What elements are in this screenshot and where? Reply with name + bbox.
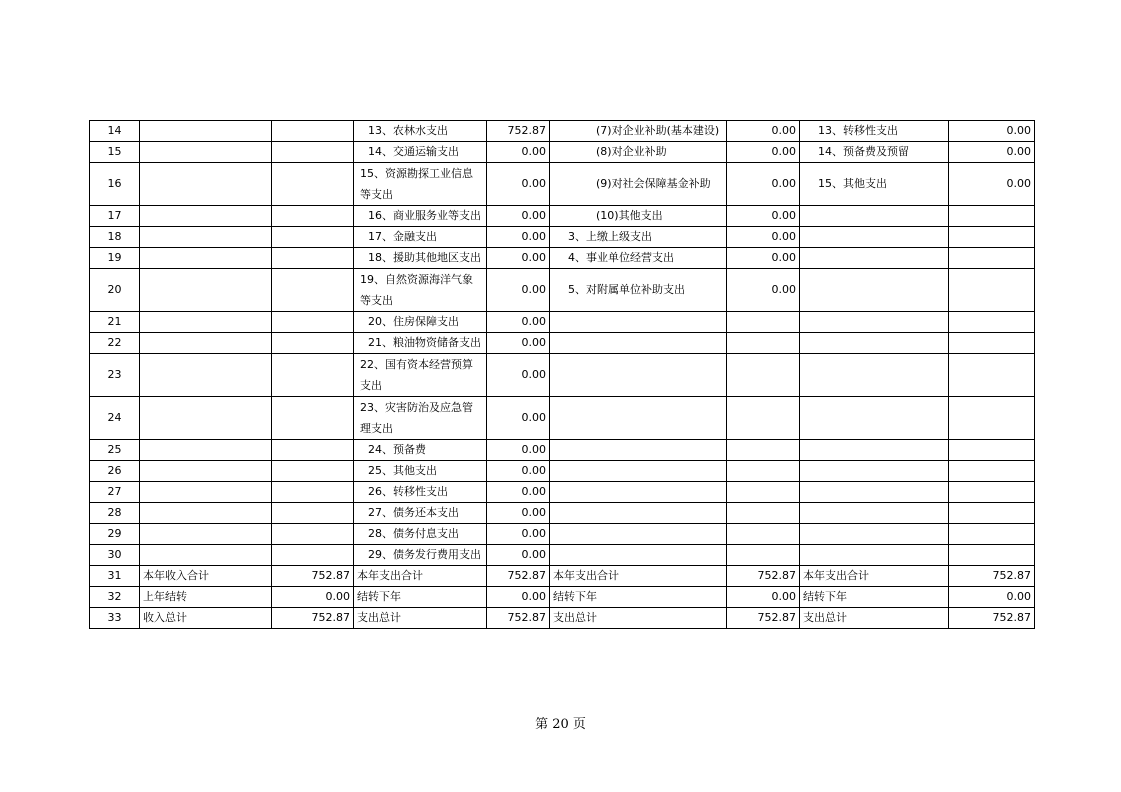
row-number: 31 — [90, 566, 140, 587]
economic-expense-item — [550, 503, 727, 524]
income-amount — [272, 503, 354, 524]
income-amount — [272, 524, 354, 545]
function-expense-item: 18、援助其他地区支出 — [354, 248, 487, 269]
table-row — [90, 503, 1035, 524]
function-expense-amount: 0.00 — [487, 333, 550, 354]
income-amount — [272, 354, 354, 397]
function-expense-item: 25、其他支出 — [354, 461, 487, 482]
function-expense-amount: 0.00 — [487, 142, 550, 163]
table-row — [90, 482, 1035, 503]
function-expense-item: 13、农林水支出 — [354, 121, 487, 142]
economic-expense-amount — [727, 312, 800, 333]
row-number: 15 — [90, 142, 140, 163]
function-expense-amount: 0.00 — [487, 312, 550, 333]
other-expense-amount — [949, 461, 1035, 482]
other-expense-item — [800, 397, 949, 440]
other-expense-item — [800, 248, 949, 269]
function-expense-item: 21、粮油物资储备支出 — [354, 333, 487, 354]
income-amount — [272, 461, 354, 482]
other-expense-amount — [949, 312, 1035, 333]
other-expense-amount — [949, 503, 1035, 524]
table-row-grand-total — [90, 608, 1035, 629]
other-expense-amount — [949, 206, 1035, 227]
income-item — [140, 503, 272, 524]
function-expense-item: 29、债务发行费用支出 — [354, 545, 487, 566]
function-expense-amount: 0.00 — [487, 227, 550, 248]
expense-total-amount: 752.87 — [487, 566, 550, 587]
row-number: 24 — [90, 397, 140, 440]
table-row — [90, 440, 1035, 461]
function-expense-item: 14、交通运输支出 — [354, 142, 487, 163]
other-expense-item — [800, 440, 949, 461]
table-row — [90, 248, 1035, 269]
income-amount — [272, 440, 354, 461]
other-expense-item — [800, 354, 949, 397]
row-number: 27 — [90, 482, 140, 503]
function-expense-item: 17、金融支出 — [354, 227, 487, 248]
economic-expense-amount — [727, 545, 800, 566]
income-item — [140, 440, 272, 461]
other-expense-item — [800, 227, 949, 248]
row-number: 21 — [90, 312, 140, 333]
economic-expense-item — [550, 524, 727, 545]
table-row — [90, 142, 1035, 163]
income-total-amount: 752.87 — [272, 566, 354, 587]
other-expense-item — [800, 333, 949, 354]
income-item — [140, 545, 272, 566]
income-item — [140, 354, 272, 397]
income-amount — [272, 312, 354, 333]
function-expense-item: 15、资源勘探工业信息等支出 — [354, 163, 487, 206]
economic-expense-amount: 0.00 — [727, 206, 800, 227]
carryover-label: 上年结转 — [140, 587, 272, 608]
other-expense-amount — [949, 524, 1035, 545]
carryforward-amount: 0.00 — [727, 587, 800, 608]
function-expense-item: 24、预备费 — [354, 440, 487, 461]
income-amount — [272, 482, 354, 503]
function-expense-amount: 0.00 — [487, 482, 550, 503]
economic-expense-item — [550, 440, 727, 461]
row-number: 30 — [90, 545, 140, 566]
function-expense-item: 20、住房保障支出 — [354, 312, 487, 333]
function-expense-amount: 0.00 — [487, 503, 550, 524]
function-expense-item: 23、灾害防治及应急管理支出 — [354, 397, 487, 440]
other-expense-amount — [949, 440, 1035, 461]
function-expense-item: 27、债务还本支出 — [354, 503, 487, 524]
economic-expense-item — [550, 333, 727, 354]
row-number: 25 — [90, 440, 140, 461]
function-expense-item: 26、转移性支出 — [354, 482, 487, 503]
other-expense-item: 13、转移性支出 — [800, 121, 949, 142]
row-number: 22 — [90, 333, 140, 354]
economic-expense-amount — [727, 503, 800, 524]
other-expense-amount: 0.00 — [949, 121, 1035, 142]
other-expense-amount — [949, 397, 1035, 440]
economic-expense-item — [550, 397, 727, 440]
economic-expense-amount — [727, 461, 800, 482]
function-expense-amount: 0.00 — [487, 269, 550, 312]
other-expense-item — [800, 545, 949, 566]
income-amount — [272, 333, 354, 354]
economic-expense-item — [550, 312, 727, 333]
expense-grand-total-amount: 752.87 — [727, 608, 800, 629]
other-expense-item: 14、预备费及预留 — [800, 142, 949, 163]
other-expense-item — [800, 503, 949, 524]
row-number: 28 — [90, 503, 140, 524]
other-expense-amount — [949, 227, 1035, 248]
table-row — [90, 354, 1035, 397]
income-item — [140, 333, 272, 354]
economic-expense-item: (10)其他支出 — [550, 206, 727, 227]
table-row-total — [90, 566, 1035, 587]
other-expense-amount — [949, 482, 1035, 503]
table-row — [90, 312, 1035, 333]
carryforward-label: 结转下年 — [800, 587, 949, 608]
table-row — [90, 227, 1035, 248]
economic-expense-item: (9)对社会保障基金补助 — [550, 163, 727, 206]
other-expense-item — [800, 482, 949, 503]
income-item — [140, 312, 272, 333]
row-number: 14 — [90, 121, 140, 142]
economic-expense-amount: 0.00 — [727, 248, 800, 269]
economic-expense-amount — [727, 524, 800, 545]
economic-expense-item: (8)对企业补助 — [550, 142, 727, 163]
row-number: 19 — [90, 248, 140, 269]
carryforward-label: 结转下年 — [354, 587, 487, 608]
economic-expense-amount: 0.00 — [727, 121, 800, 142]
income-total-label: 本年收入合计 — [140, 566, 272, 587]
page-number: 第 20 页 — [535, 717, 586, 732]
expense-grand-total-label: 支出总计 — [800, 608, 949, 629]
carryforward-amount: 0.00 — [949, 587, 1035, 608]
other-expense-item — [800, 461, 949, 482]
economic-expense-amount: 0.00 — [727, 142, 800, 163]
economic-expense-amount — [727, 440, 800, 461]
other-expense-amount — [949, 269, 1035, 312]
economic-expense-amount — [727, 482, 800, 503]
economic-expense-amount — [727, 397, 800, 440]
table-row — [90, 524, 1035, 545]
income-amount — [272, 545, 354, 566]
economic-expense-item: (7)对企业补助(基本建设) — [550, 121, 727, 142]
economic-expense-amount — [727, 354, 800, 397]
income-item — [140, 121, 272, 142]
expense-grand-total-label: 支出总计 — [354, 608, 487, 629]
function-expense-item: 28、债务付息支出 — [354, 524, 487, 545]
function-expense-item: 22、国有资本经营预算支出 — [354, 354, 487, 397]
function-expense-amount: 0.00 — [487, 163, 550, 206]
income-amount — [272, 248, 354, 269]
income-amount — [272, 227, 354, 248]
income-item — [140, 524, 272, 545]
income-amount — [272, 397, 354, 440]
income-item — [140, 397, 272, 440]
economic-expense-amount — [727, 333, 800, 354]
table-row — [90, 206, 1035, 227]
other-expense-item: 15、其他支出 — [800, 163, 949, 206]
economic-expense-item: 5、对附属单位补助支出 — [550, 269, 727, 312]
function-expense-amount: 0.00 — [487, 397, 550, 440]
row-number: 32 — [90, 587, 140, 608]
income-grand-total-amount: 752.87 — [272, 608, 354, 629]
other-expense-item — [800, 312, 949, 333]
row-number: 29 — [90, 524, 140, 545]
income-item — [140, 269, 272, 312]
income-amount — [272, 269, 354, 312]
economic-expense-item: 4、事业单位经营支出 — [550, 248, 727, 269]
function-expense-amount: 0.00 — [487, 248, 550, 269]
other-expense-amount: 0.00 — [949, 142, 1035, 163]
function-expense-amount: 0.00 — [487, 524, 550, 545]
income-item — [140, 482, 272, 503]
other-expense-amount: 0.00 — [949, 163, 1035, 206]
other-expense-item — [800, 269, 949, 312]
income-amount — [272, 121, 354, 142]
income-item — [140, 142, 272, 163]
other-expense-amount — [949, 333, 1035, 354]
function-expense-amount: 0.00 — [487, 354, 550, 397]
income-item — [140, 163, 272, 206]
function-expense-amount: 0.00 — [487, 461, 550, 482]
row-number: 17 — [90, 206, 140, 227]
economic-expense-item — [550, 545, 727, 566]
other-expense-amount — [949, 545, 1035, 566]
function-expense-item: 16、商业服务业等支出 — [354, 206, 487, 227]
function-expense-amount: 752.87 — [487, 121, 550, 142]
expense-grand-total-label: 支出总计 — [550, 608, 727, 629]
income-amount — [272, 163, 354, 206]
function-expense-amount: 0.00 — [487, 545, 550, 566]
carryforward-amount: 0.00 — [487, 587, 550, 608]
expense-total-label: 本年支出合计 — [550, 566, 727, 587]
table-row-carryover — [90, 587, 1035, 608]
table-row — [90, 333, 1035, 354]
table-row — [90, 397, 1035, 440]
income-grand-total-label: 收入总计 — [140, 608, 272, 629]
income-item — [140, 227, 272, 248]
economic-expense-item — [550, 461, 727, 482]
other-expense-item — [800, 524, 949, 545]
row-number: 16 — [90, 163, 140, 206]
table-row — [90, 163, 1035, 206]
expense-grand-total-amount: 752.87 — [949, 608, 1035, 629]
income-item — [140, 461, 272, 482]
function-expense-amount: 0.00 — [487, 206, 550, 227]
income-amount — [272, 206, 354, 227]
function-expense-item: 19、自然资源海洋气象等支出 — [354, 269, 487, 312]
other-expense-amount — [949, 354, 1035, 397]
row-number: 20 — [90, 269, 140, 312]
table-row — [90, 545, 1035, 566]
expense-total-amount: 752.87 — [949, 566, 1035, 587]
carryforward-label: 结转下年 — [550, 587, 727, 608]
table-row — [90, 269, 1035, 312]
economic-expense-item — [550, 482, 727, 503]
table-row — [90, 461, 1035, 482]
row-number: 26 — [90, 461, 140, 482]
budget-table — [89, 120, 1035, 629]
expense-total-amount: 752.87 — [727, 566, 800, 587]
economic-expense-item — [550, 354, 727, 397]
carryover-amount: 0.00 — [272, 587, 354, 608]
row-number: 33 — [90, 608, 140, 629]
expense-grand-total-amount: 752.87 — [487, 608, 550, 629]
other-expense-item — [800, 206, 949, 227]
income-amount — [272, 142, 354, 163]
economic-expense-amount: 0.00 — [727, 163, 800, 206]
expense-total-label: 本年支出合计 — [800, 566, 949, 587]
table-row — [90, 121, 1035, 142]
economic-expense-amount: 0.00 — [727, 227, 800, 248]
economic-expense-item: 3、上缴上级支出 — [550, 227, 727, 248]
function-expense-amount: 0.00 — [487, 440, 550, 461]
other-expense-amount — [949, 248, 1035, 269]
row-number: 23 — [90, 354, 140, 397]
row-number: 18 — [90, 227, 140, 248]
income-item — [140, 206, 272, 227]
income-item — [140, 248, 272, 269]
economic-expense-amount: 0.00 — [727, 269, 800, 312]
expense-total-label: 本年支出合计 — [354, 566, 487, 587]
